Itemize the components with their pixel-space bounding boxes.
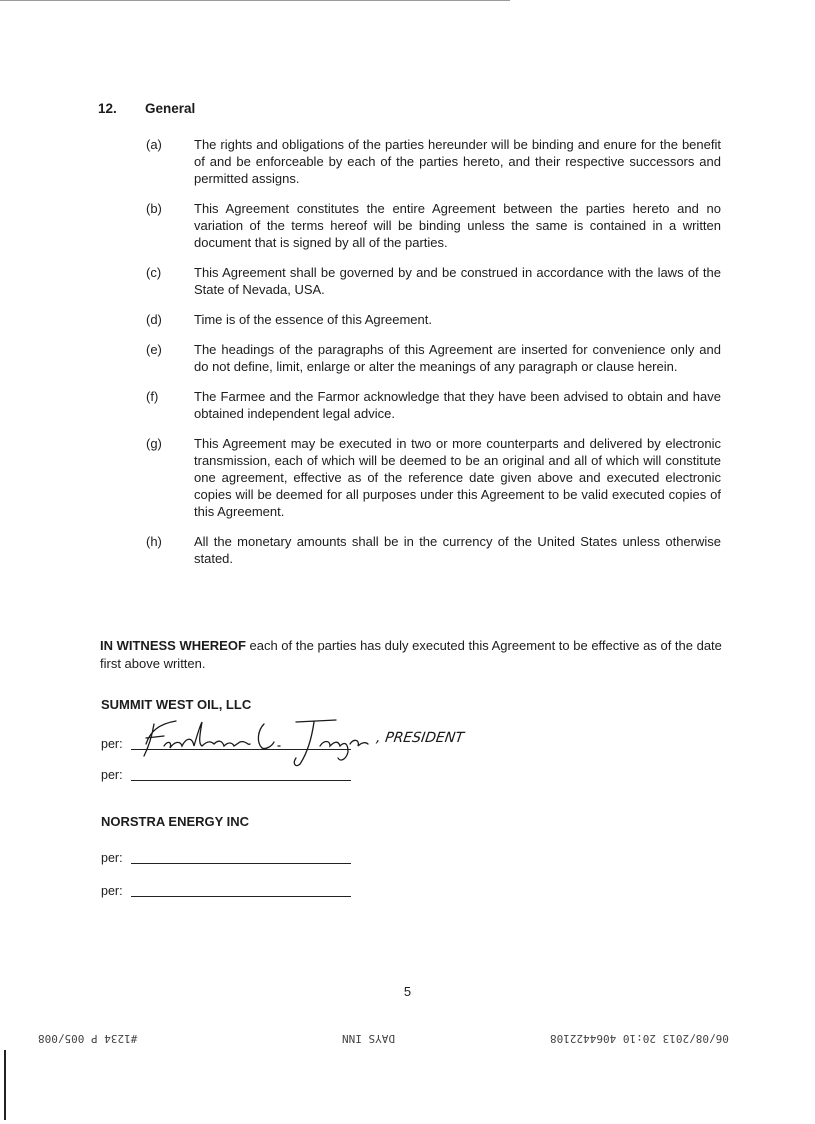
handwritten-signature	[136, 712, 486, 772]
clause-text: This Agreement constitutes the entire Agreement between the parties hereto and no variation of the terms hereof will be binding unless the same is contained in a written document that is signed by all of the parties.	[194, 201, 721, 250]
party-name-summit-west: SUMMIT WEST OIL, LLC	[101, 697, 252, 712]
fax-date-number: 06/08/2013 20:10 4064422108	[550, 1032, 729, 1045]
scan-edge-mark	[4, 1050, 6, 1120]
top-scan-rule	[0, 0, 510, 1]
section-number: 12.	[98, 101, 117, 116]
clause-d	[146, 311, 721, 328]
page-number: 5	[403, 984, 412, 999]
signature-rule	[131, 896, 351, 897]
per-label: per:	[101, 851, 123, 865]
per-label: per:	[101, 737, 123, 751]
clause-a	[146, 136, 721, 187]
witness-lead: IN WITNESS WHEREOF	[100, 638, 246, 653]
clause-letter: (e)	[146, 342, 162, 357]
fax-page-count: #1234 P 005/008	[38, 1032, 138, 1045]
clause-h	[146, 533, 721, 567]
clause-letter: (d)	[146, 312, 162, 327]
clause-text: All the monetary amounts shall be in the currency of the United States unless otherwise stated.	[194, 534, 721, 566]
clause-text: The Farmee and the Farmor acknowledge that they have been advised to obtain and have obtained independent legal advice.	[194, 389, 721, 421]
clause-letter: (h)	[146, 534, 162, 549]
clause-letter: (c)	[146, 265, 162, 280]
per-label: per:	[101, 768, 123, 782]
witness-clause	[100, 637, 722, 673]
party-name-norstra: NORSTRA ENERGY INC	[101, 814, 250, 829]
clause-c	[146, 264, 721, 298]
clause-text: The headings of the paragraphs of this Agreement are inserted for convenience only and do not define, limit, enlarge or alter the meanings of any paragraph or clause herein.	[194, 342, 721, 374]
clause-letter: (g)	[146, 436, 162, 451]
fax-sender-name: DAYS INN	[342, 1032, 395, 1045]
clause-b	[146, 200, 721, 251]
section-title: General	[145, 101, 196, 116]
clause-letter: (b)	[146, 201, 162, 216]
signature-line-summit-1	[101, 737, 123, 751]
clause-text: This Agreement shall be governed by and be construed in accordance with the laws of the State of Nevada, USA.	[194, 265, 721, 297]
clause-e	[146, 341, 721, 375]
witness-text: each of the parties has duly executed this Agreement to be effective as of the date first above written.	[100, 638, 722, 671]
clause-text: This Agreement may be executed in two or more counterparts and delivered by electronic transmission, each of which will be deemed to be an original and all of which will constitute one agreement, effective as of the reference date given above and executed electronic copies will be deemed for all purposes under this Agreement to be valid executed copies of this Agreement.	[194, 436, 721, 519]
clause-text: The rights and obligations of the parties hereunder will be binding and enure for the benefit of and be enforceable by each of the parties hereto, and their respective successors and permitted assigns.	[194, 137, 721, 186]
clause-f	[146, 388, 721, 422]
fax-transmission-footer	[0, 1032, 815, 1052]
clause-text: Time is of the essence of this Agreement.	[194, 312, 432, 327]
clause-list	[146, 136, 721, 580]
signature-line-norstra-1	[101, 851, 123, 865]
clause-g	[146, 435, 721, 520]
clause-letter: (a)	[146, 137, 162, 152]
clause-letter: (f)	[146, 389, 159, 404]
signature-line-norstra-2	[101, 884, 123, 898]
signature-title: , PRESIDENT	[375, 730, 465, 746]
signature-line-summit-2	[101, 768, 123, 782]
section-heading	[98, 101, 195, 116]
per-label: per:	[101, 884, 123, 898]
signature-rule	[131, 863, 351, 864]
signature-rule	[131, 780, 351, 781]
